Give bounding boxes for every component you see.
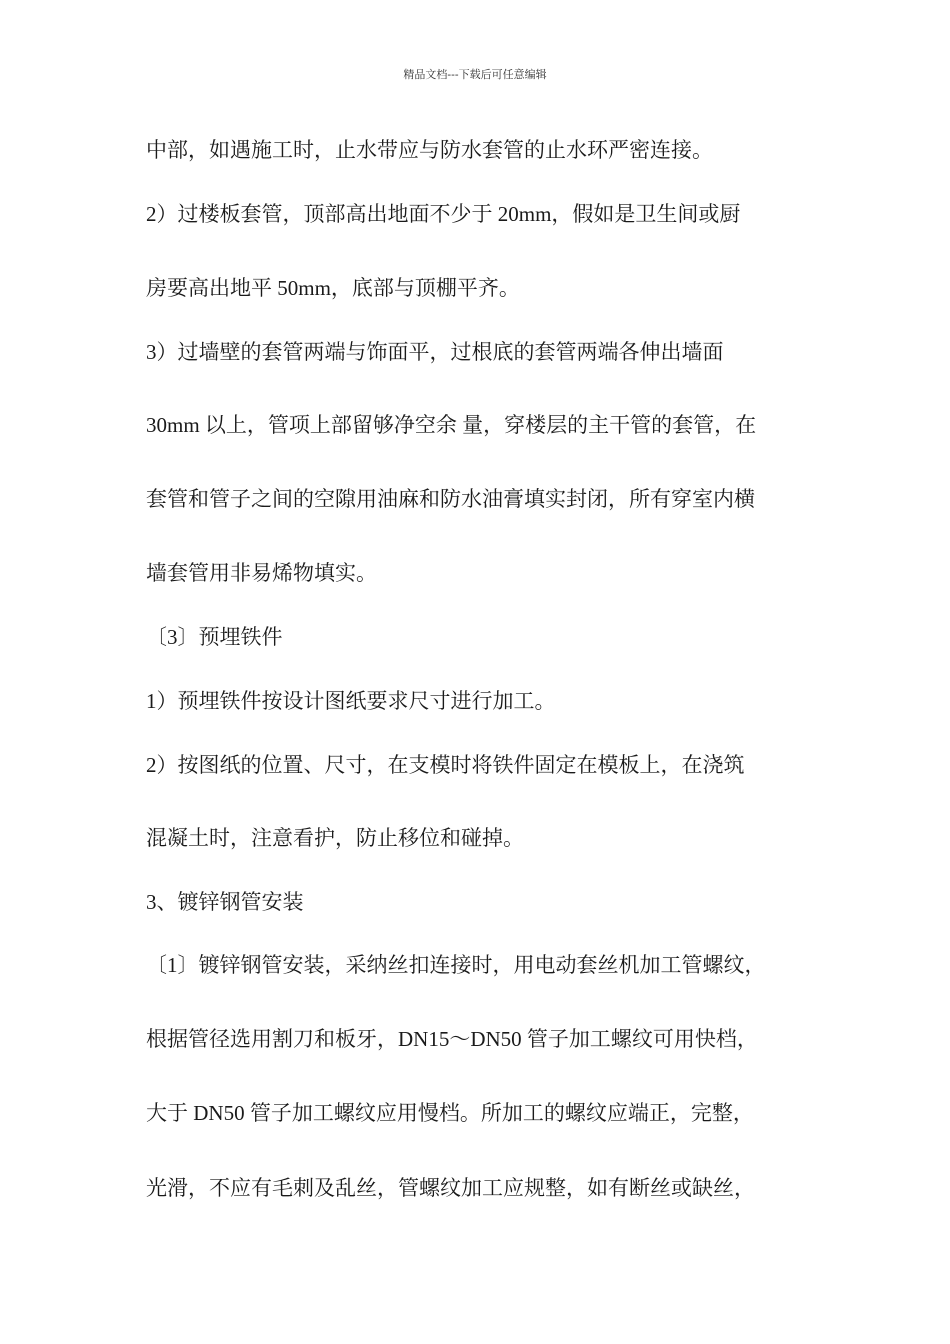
text-line: 1）预埋铁件按设计图纸要求尺寸进行加工。 bbox=[146, 689, 556, 713]
text-line: 2）按图纸的位置、尺寸，在支模时将铁件固定在模板上，在浇筑 bbox=[146, 753, 745, 777]
text-line: 混凝土时，注意看护，防止移位和碰掉。 bbox=[146, 826, 524, 850]
text-line: 房要高出地平 50mm，底部与顶棚平齐。 bbox=[146, 276, 520, 300]
text-line: 30mm 以上，管项上部留够净空余 量，穿楼层的主干管的套管，在 bbox=[146, 413, 757, 437]
text-line: 光滑，不应有毛刺及乱丝，管螺纹加工应规整，如有断丝或缺丝， bbox=[146, 1176, 755, 1200]
text-line: 套管和管子之间的空隙用油麻和防水油膏填实封闭，所有穿室内横 bbox=[146, 487, 755, 511]
text-line: 3）过墙壁的套管两端与饰面平，过根底的套管两端各伸出墙面 bbox=[146, 340, 724, 364]
text-line: 2）过楼板套管，顶部高出地面不少于 20mm，假如是卫生间或厨 bbox=[146, 202, 741, 226]
page-header: 精品文档---下载后可任意编辑 bbox=[403, 68, 547, 81]
text-line: 根据管径选用割刀和板牙，DN15～DN50 管子加工螺纹可用快档， bbox=[146, 1027, 758, 1051]
text-line: 大于 DN50 管子加工螺纹应用慢档。所加工的螺纹应端正，完整， bbox=[146, 1101, 754, 1125]
text-line: 中部，如遇施工时，止水带应与防水套管的止水环严密连接。 bbox=[146, 138, 713, 162]
text-line: 墙套管用非易烯物填实。 bbox=[146, 561, 377, 585]
section-heading: 3、镀锌钢管安装 bbox=[146, 890, 304, 914]
text-line: 〔1〕镀锌钢管安装，采纳丝扣连接时，用电动套丝机加工管螺纹， bbox=[146, 953, 766, 977]
section-heading: 〔3〕预埋铁件 bbox=[146, 625, 283, 649]
